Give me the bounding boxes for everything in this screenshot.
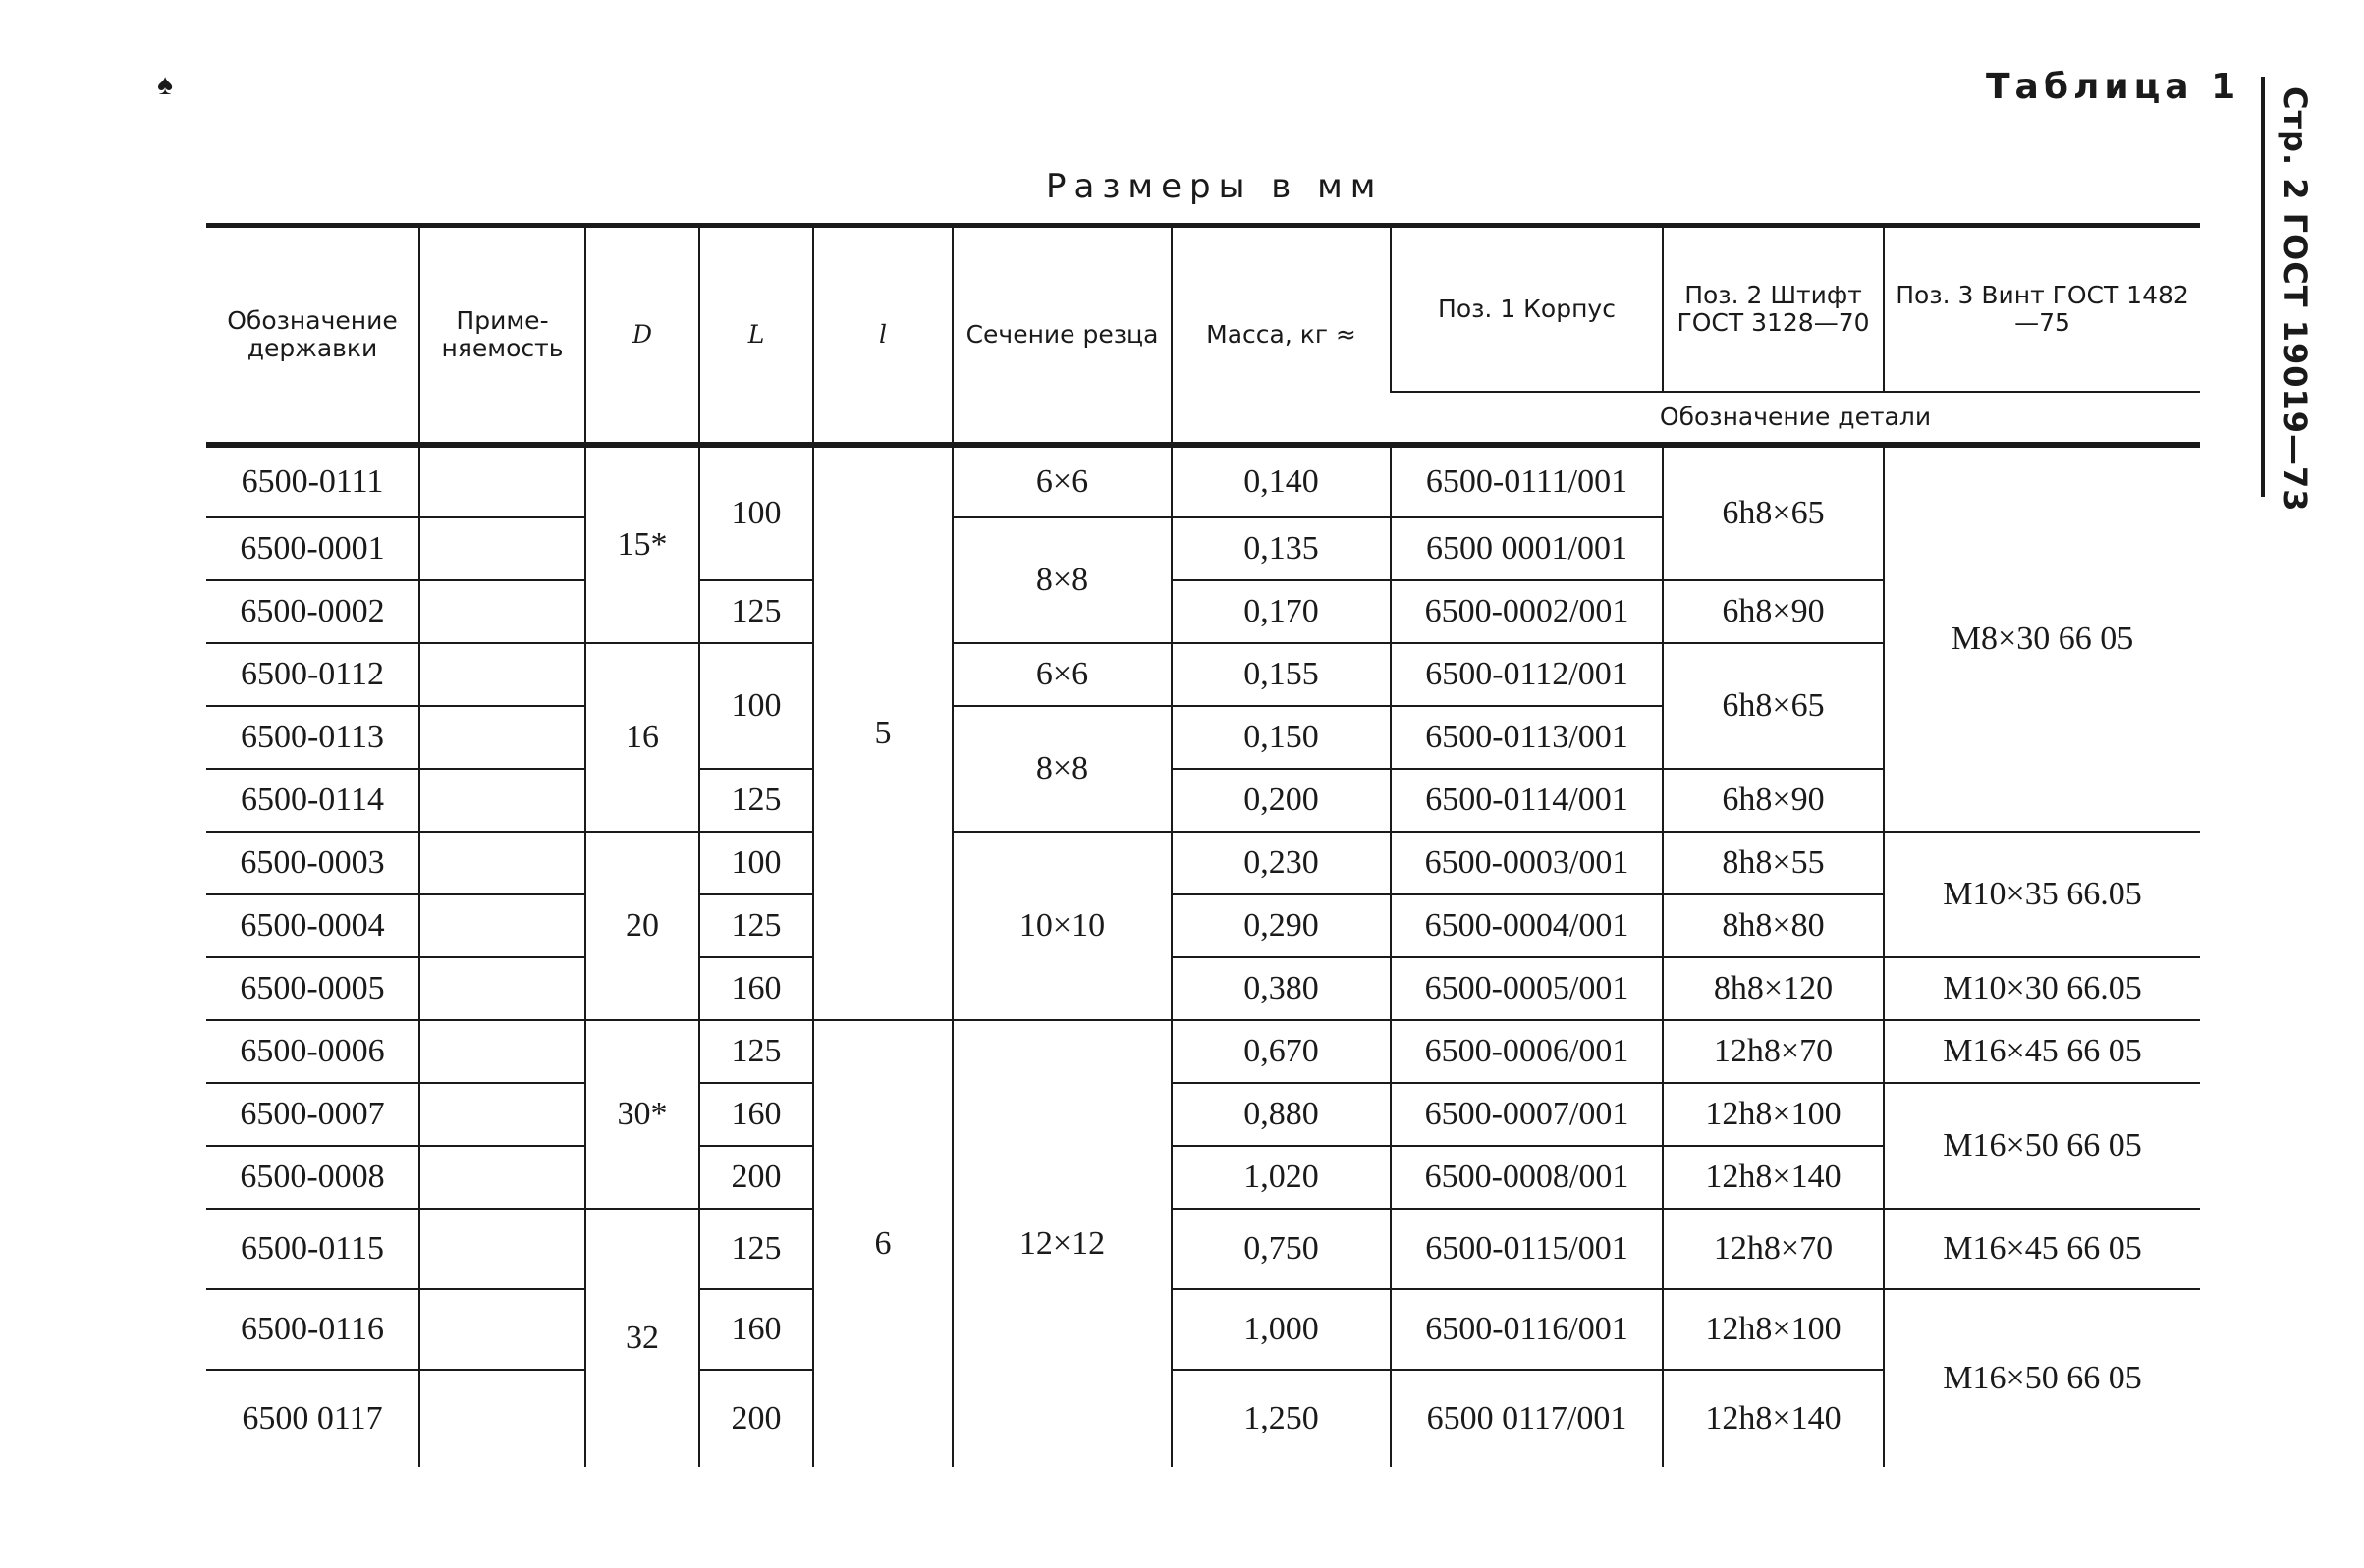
table-row: [206, 1289, 2200, 1370]
col-header-mass: Масса, кг ≈: [1172, 226, 1391, 444]
col-header-l: l: [813, 226, 953, 444]
cell-pos1: 6500-0112/001: [1391, 643, 1663, 706]
cell-section: 8×8: [953, 517, 1172, 643]
cell-l: 6: [813, 1020, 953, 1467]
cell-mass: 0,140: [1172, 447, 1391, 518]
cell-pos2: 8h8×120: [1663, 957, 1884, 1020]
cell-D: 32: [585, 1209, 699, 1467]
cell-L: 125: [699, 894, 813, 957]
cell-L: 125: [699, 769, 813, 832]
table-row: [206, 1083, 2200, 1146]
cell-mass: 0,135: [1172, 517, 1391, 580]
cell-D: 30*: [585, 1020, 699, 1209]
cell-designation: 6500-0114: [206, 769, 419, 832]
col-header-pos1: Поз. 1 Корпус: [1391, 226, 1663, 393]
cell-pos3: М8×30 66 05: [1884, 447, 2200, 833]
cell-designation: 6500-0001: [206, 517, 419, 580]
cell-L: 125: [699, 1209, 813, 1289]
cell-pos3: М16×45 66 05: [1884, 1020, 2200, 1083]
table-row: [206, 1209, 2200, 1289]
cell-mass: 0,750: [1172, 1209, 1391, 1289]
page-side-header: Стр. 2 ГОСТ 19019—73: [2277, 86, 2314, 513]
cell-pos3: М16×45 66 05: [1884, 1209, 2200, 1289]
col-header-L: L: [699, 226, 813, 444]
cell-pos1: 6500-0005/001: [1391, 957, 1663, 1020]
cell-pos2: 12h8×70: [1663, 1020, 1884, 1083]
cell-applicability: [419, 832, 585, 894]
col-header-part-designation: Обозначение детали: [1391, 392, 2200, 444]
cell-designation: 6500-0005: [206, 957, 419, 1020]
table-row: [206, 957, 2200, 1020]
cell-mass: 0,170: [1172, 580, 1391, 643]
cell-designation: 6500-0008: [206, 1146, 419, 1209]
cell-applicability: [419, 1146, 585, 1209]
cell-designation: 6500-0002: [206, 580, 419, 643]
cell-applicability: [419, 1083, 585, 1146]
cell-pos1: 6500-0114/001: [1391, 769, 1663, 832]
cell-pos2: 12h8×140: [1663, 1370, 1884, 1467]
cell-D: 15*: [585, 447, 699, 644]
cell-applicability: [419, 580, 585, 643]
cell-mass: 0,380: [1172, 957, 1391, 1020]
col-header-applicability: Приме-няемость: [419, 226, 585, 444]
cell-applicability: [419, 1020, 585, 1083]
cell-pos1: 6500 0001/001: [1391, 517, 1663, 580]
cell-pos2: 12h8×70: [1663, 1209, 1884, 1289]
cell-mass: 0,670: [1172, 1020, 1391, 1083]
cell-pos1: 6500-0006/001: [1391, 1020, 1663, 1083]
cell-designation: 6500-0111: [241, 463, 384, 500]
cell-D: 20: [585, 832, 699, 1020]
cell-pos2: 6h8×90: [1663, 769, 1884, 832]
side-rule: [2261, 77, 2265, 497]
cell-designation: 6500-0112: [206, 643, 419, 706]
table-row: [206, 832, 2200, 894]
cell-pos1: 6500-0003/001: [1391, 832, 1663, 894]
cell-section: 10×10: [953, 832, 1172, 1020]
col-header-pos2: Поз. 2 Штифт ГОСТ 3128—70: [1663, 226, 1884, 393]
cell-mass: 0,155: [1172, 643, 1391, 706]
cell-L: 100: [699, 447, 813, 581]
cell-pos3: М10×30 66.05: [1884, 957, 2200, 1020]
cell-pos3: М16×50 66 05: [1884, 1289, 2200, 1467]
cell-mass: 1,000: [1172, 1289, 1391, 1370]
cell-mass: 0,880: [1172, 1083, 1391, 1146]
cell-pos3: М10×35 66.05: [1884, 832, 2200, 957]
cell-L: 125: [699, 1020, 813, 1083]
units-note: Размеры в мм: [1046, 167, 1384, 206]
cell-L: 160: [699, 1289, 813, 1370]
cell-applicability: [419, 1209, 585, 1289]
cell-L: 160: [699, 1083, 813, 1146]
cell-pos2: 6h8×65: [1663, 643, 1884, 769]
cell-applicability: [419, 894, 585, 957]
cell-pos1: 6500-0002/001: [1391, 580, 1663, 643]
col-header-D: D: [585, 226, 699, 444]
cell-designation: 6500-0115: [206, 1209, 419, 1289]
cell-section: 6×6: [953, 643, 1172, 706]
cell-mass: 0,200: [1172, 769, 1391, 832]
cell-pos1: 6500-0111/001: [1391, 447, 1663, 518]
cell-mass: 0,150: [1172, 706, 1391, 769]
cell-pos2: 12h8×100: [1663, 1083, 1884, 1146]
cell-L: 100: [699, 643, 813, 769]
cell-pos1: 6500-0113/001: [1391, 706, 1663, 769]
cell-l: 5: [813, 447, 953, 1021]
table-row: [206, 447, 2200, 518]
cell-applicability: [419, 643, 585, 706]
cell-pos1: 6500 0117/001: [1391, 1370, 1663, 1467]
cell-mass: 0,230: [1172, 832, 1391, 894]
dimensions-table-wrapper: [206, 223, 2200, 1467]
cell-pos2: 12h8×140: [1663, 1146, 1884, 1209]
cell-section: 6×6: [953, 447, 1172, 518]
cell-applicability: [419, 517, 585, 580]
cell-designation: 6500-0113: [206, 706, 419, 769]
cell-L: 200: [699, 1370, 813, 1467]
cell-applicability: [419, 769, 585, 832]
cell-pos2: 12h8×100: [1663, 1289, 1884, 1370]
table-caption: Таблица 1: [1986, 67, 2241, 107]
cell-pos2: 6h8×65: [1663, 447, 1884, 581]
cell-designation: 6500-0006: [206, 1020, 419, 1083]
cell-applicability: [419, 1370, 585, 1467]
cell-D: 16: [585, 643, 699, 832]
cell-pos2: 6h8×90: [1663, 580, 1884, 643]
table-row: [206, 1020, 2200, 1083]
cell-section: 8×8: [953, 706, 1172, 832]
cell-pos1: 6500-0004/001: [1391, 894, 1663, 957]
cell-pos3: М16×50 66 05: [1884, 1083, 2200, 1209]
cell-designation: 6500-0003: [206, 832, 419, 894]
cell-applicability: [419, 957, 585, 1020]
cell-applicability: [419, 1289, 585, 1370]
cell-section: 12×12: [953, 1020, 1172, 1467]
cell-pos1: 6500-0116/001: [1391, 1289, 1663, 1370]
cell-designation: 6500-0007: [206, 1083, 419, 1146]
cell-L: 125: [699, 580, 813, 643]
cell-L: 160: [699, 957, 813, 1020]
cell-pos2: 8h8×80: [1663, 894, 1884, 957]
cell-pos2: 8h8×55: [1663, 832, 1884, 894]
page-mark: ♠: [157, 69, 173, 101]
cell-L: 100: [699, 832, 813, 894]
cell-pos1: 6500-0008/001: [1391, 1146, 1663, 1209]
cell-mass: 1,020: [1172, 1146, 1391, 1209]
cell-mass: 1,250: [1172, 1370, 1391, 1467]
cell-designation: 6500-0116: [206, 1289, 419, 1370]
cell-designation: 6500-0004: [206, 894, 419, 957]
cell-L: 200: [699, 1146, 813, 1209]
cell-mass: 0,290: [1172, 894, 1391, 957]
cell-designation: 6500 0117: [206, 1370, 419, 1467]
cell-pos1: 6500-0115/001: [1391, 1209, 1663, 1289]
cell-applicability: [419, 447, 585, 518]
cell-applicability: [419, 706, 585, 769]
cell-pos1: 6500-0007/001: [1391, 1083, 1663, 1146]
col-header-pos3: Поз. 3 Винт ГОСТ 1482—75: [1884, 226, 2200, 393]
dimensions-table: [206, 223, 2200, 1467]
col-header-designation: Обозначение державки: [206, 226, 419, 444]
col-header-section: Сечение резца: [953, 226, 1172, 444]
